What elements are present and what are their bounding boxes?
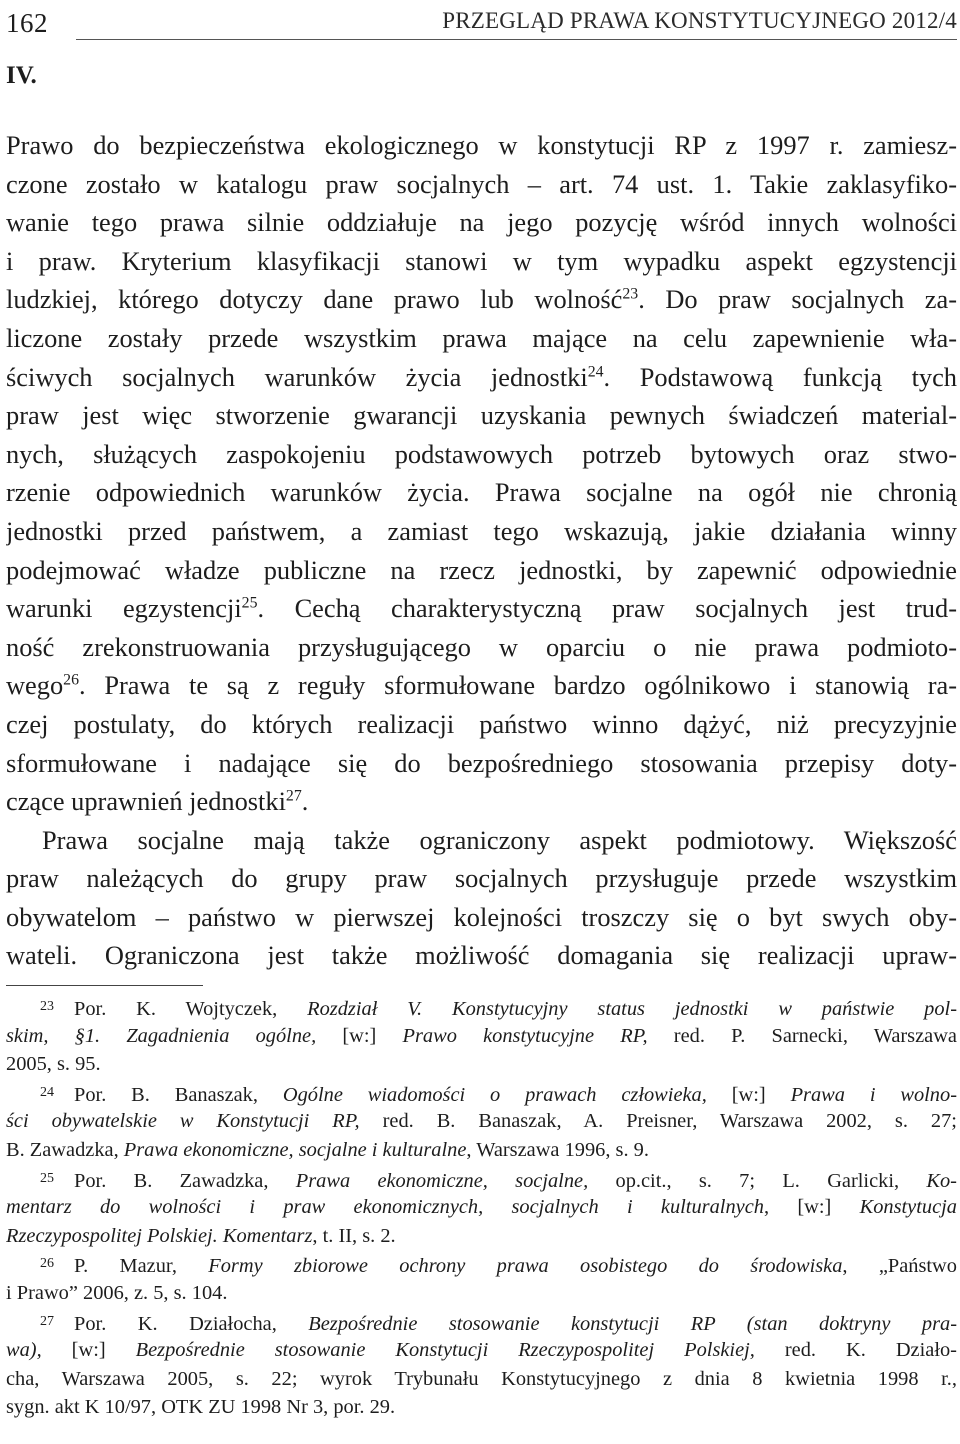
text-run: Prawa ekonomiczne, socjalne i kulturalne: [123, 1138, 467, 1161]
text-run: nych, służących zaspokojeniu podstawowych potrzeb bytowych oraz stwo-: [6, 438, 957, 469]
footnotes: [6, 993, 957, 1422]
text-run: , Warszawa 1996, s. 9.: [466, 1138, 649, 1161]
footnote-line: [6, 993, 957, 1022]
text-run: . Cechą charakterystyczną praw socjalnych jest trud-: [257, 593, 957, 624]
running-head: [6, 4, 957, 44]
footnote-line: [6, 1279, 957, 1308]
body-line: [6, 435, 957, 474]
text-run: obywatelom – państwo w pierwszej kolejności troszczy się o byt swych oby-: [6, 901, 957, 932]
footnote-line: [6, 1022, 957, 1051]
body-line: [6, 280, 957, 319]
text-run: [w:]: [706, 1083, 791, 1106]
text-run: .: [301, 786, 309, 817]
text-run: wa),: [6, 1339, 42, 1362]
text-run: Rozdział V. Konstytucyjny status jednostki w państwie pol-: [307, 998, 957, 1020]
text-run: warunki egzystencji: [6, 593, 242, 624]
footnote-ref[interactable]: 27: [285, 787, 302, 805]
footnote-line: [6, 1193, 957, 1222]
text-run: skim, §1. Zagadnienia ogólne,: [6, 1024, 317, 1047]
body-line: [6, 589, 957, 628]
body-line: [6, 242, 957, 281]
text-run: praw jest więc stworzenie gwarancji uzyskania pewnych świadczeń material-: [6, 400, 957, 431]
footnote-ref[interactable]: 25: [241, 594, 258, 612]
footnote-line: [6, 1393, 957, 1422]
text-run: wateli. Ograniczona jest także możliwość domagania się realizacji upraw-: [6, 940, 957, 971]
body-line: [6, 203, 957, 242]
body-text: [6, 126, 957, 975]
text-run: jednostki przed państwem, a zamiast tego wskazują, jakie działania winny: [6, 515, 957, 546]
text-run: ność zrekonstruowania przysługującego w oparciu o nie prawa podmioto-: [6, 631, 957, 662]
text-run: rzenie odpowiednich warunków życia. Prawa socjalne na ogół nie chronią: [6, 477, 957, 508]
body-line: [6, 936, 957, 975]
text-run: wego: [6, 670, 64, 701]
footnote-line: [6, 1079, 957, 1108]
text-run: . Prawa te są z reguły sformułowane bardzo ogólnikowo i stanowią ra-: [79, 670, 957, 701]
text-run: Ko-: [926, 1169, 957, 1192]
body-line: [6, 666, 957, 705]
body-line: [6, 859, 957, 898]
page-number: 162: [6, 8, 48, 38]
footnote-rule: [6, 985, 203, 986]
text-run: Prawo do bezpieczeństwa ekologicznego w konstytucji RP z 1997 r. zamiesz-: [6, 130, 957, 160]
text-run: . Do praw socjalnych za-: [638, 284, 957, 315]
text-run: liczone zostały przede wszystkim prawa mające na celu zapewnienie wła-: [6, 322, 957, 353]
text-run: red. K. Działo-: [754, 1339, 957, 1362]
text-run: sformułowane i nadające się do bezpośredniego stosowania przepisy doty-: [6, 747, 957, 778]
footnote-line: [6, 1050, 957, 1079]
text-run: Prawo konstytucyjne RP,: [402, 1024, 648, 1047]
footnote-ref[interactable]: 23: [622, 285, 639, 303]
text-run: B. Zawadzka,: [6, 1138, 124, 1161]
body-line: [6, 358, 957, 397]
body-line: [6, 744, 957, 783]
text-run: i praw. Kryterium klasyfikacji stanowi w tym wypadku aspekt egzystencji: [6, 245, 957, 276]
footnote-line: [6, 1365, 957, 1394]
footnote-line: [6, 1308, 957, 1337]
body-line: [6, 126, 957, 165]
body-line: [6, 319, 957, 358]
header-rule: [76, 39, 957, 40]
footnote-line: [6, 1165, 957, 1194]
body-line: [6, 898, 957, 937]
text-run: Por. K. Działocha,: [74, 1312, 309, 1335]
footnote-line: [6, 1250, 957, 1279]
footnote-ref[interactable]: 24: [587, 363, 604, 381]
text-run: Konstytucja: [859, 1196, 957, 1219]
footnote-number: 23: [40, 999, 54, 1014]
page: [6, 0, 957, 1444]
text-run: Bezpośrednie stosowanie konstytucji RP (stan doktryny pra-: [308, 1312, 957, 1335]
footnote-number: 25: [40, 1170, 54, 1186]
footnote-line: [6, 1107, 957, 1136]
text-run: ludzkiej, którego dotyczy dane prawo lub wolność: [6, 284, 623, 315]
body-line: [6, 628, 957, 667]
text-run: czone zostało w katalogu praw socjalnych – art. 74 ust. 1. Takie zaklasyfiko-: [6, 168, 957, 199]
text-run: cha, Warszawa 2005, s. 22; wyrok Trybunału Konstytucyjnego z dnia 8 kwietnia 1998 r.,: [6, 1367, 957, 1390]
body-line: [6, 705, 957, 744]
text-run: Por. B. Banaszak,: [74, 1083, 283, 1106]
text-run: ściwych socjalnych warunków życia jednostki: [6, 361, 588, 392]
text-run: Formy zbiorowe ochrony prawa osobistego do środowiska: [208, 1255, 843, 1278]
footnote-line: [6, 1336, 957, 1365]
footnote-ref[interactable]: 26: [63, 671, 79, 689]
text-run: mentarz do wolności i praw ekonomicznych, socjalnych i kulturalnych: [6, 1196, 764, 1219]
text-run: . Podstawową funkcją tych: [603, 361, 957, 392]
journal-title: PRZEGLĄD PRAWA KONSTYTUCYJNEGO 2012/4: [442, 8, 957, 33]
text-run: [w:]: [316, 1024, 403, 1047]
text-run: ści obywatelskie w Konstytucji RP,: [6, 1110, 360, 1133]
text-run: Rzeczypospolitej Polskiej. Komentarz: [6, 1224, 313, 1247]
footnote-line: [6, 1222, 957, 1251]
text-run: czej postulaty, do których realizacji państwo winno dążyć, niż precyzyjnie: [6, 708, 957, 739]
body-line: [6, 551, 957, 590]
text-run: , t. II, s. 2.: [312, 1224, 396, 1247]
text-run: [w:]: [41, 1339, 136, 1362]
body-line: [6, 165, 957, 204]
text-run: red. B. Banaszak, A. Preisner, Warszawa 2002, s. 27;: [359, 1110, 957, 1133]
text-run: i Prawo” 2006, z. 5, s. 104.: [6, 1281, 228, 1304]
text-run: podejmować władze publiczne na rzecz jednostki, by zapewnić odpowiednie: [6, 554, 957, 585]
footnote-number: 27: [40, 1313, 54, 1329]
section-number: IV.: [6, 62, 37, 89]
text-run: Prawa socjalne mają także ograniczony aspekt podmiotowy. Większość: [42, 824, 957, 855]
text-run: op.cit., s. 7; L. Garlicki,: [588, 1169, 927, 1192]
text-run: , [w:]: [763, 1196, 860, 1219]
text-run: Ogólne wiadomości o prawach człowieka,: [282, 1083, 707, 1106]
body-line: [6, 782, 957, 821]
text-run: 2005, s. 95.: [6, 1053, 101, 1076]
footnote-number: 24: [40, 1084, 54, 1100]
text-run: Por. K. Wojtyczek,: [74, 998, 308, 1020]
text-run: Bezpośrednie stosowanie Konstytucji Rzeczypospolitej Polskiej,: [135, 1339, 755, 1362]
text-run: , „Państwo: [842, 1255, 957, 1278]
text-run: red. P. Sarnecki, Warszawa: [647, 1024, 957, 1047]
text-run: Prawa ekonomiczne, socjalne,: [295, 1169, 589, 1192]
body-line: [6, 396, 957, 435]
body-line: [6, 512, 957, 551]
text-run: praw należących do grupy praw socjalnych przysługuje przede wszystkim: [6, 863, 957, 894]
text-run: czące uprawnień jednostki: [6, 786, 286, 817]
body-line: [6, 473, 957, 512]
text-run: Por. B. Zawadzka,: [74, 1169, 296, 1192]
footnote-line: [6, 1136, 957, 1165]
text-run: Prawa i wolno-: [790, 1083, 957, 1106]
text-run: sygn. akt K 10/97, OTK ZU 1998 Nr 3, por. 29.: [6, 1396, 396, 1419]
text-run: wanie tego prawa silnie oddziałuje na jego pozycję wśród innych wolności: [6, 207, 957, 238]
footnote-number: 26: [40, 1256, 54, 1272]
text-run: P. Mazur,: [74, 1255, 209, 1278]
body-line: [6, 821, 957, 860]
